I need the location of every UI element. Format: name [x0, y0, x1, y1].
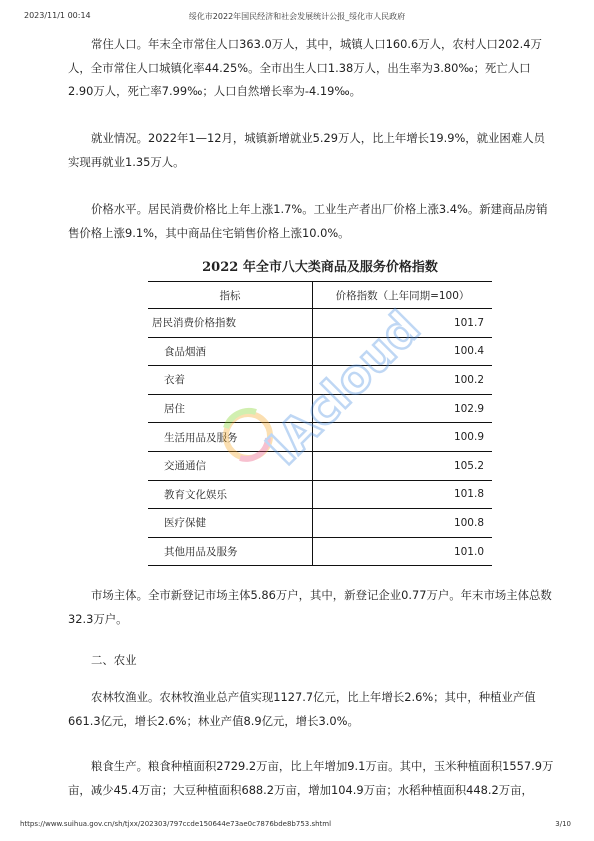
row-value: 100.4 [313, 337, 493, 366]
paragraph-agriculture [68, 686, 554, 733]
watermark-text: IAcloud [255, 300, 431, 476]
table-row [148, 309, 492, 338]
row-name: 医疗保健 [148, 509, 313, 538]
row-name: 居民消费价格指数 [148, 309, 313, 338]
table-row [148, 394, 492, 423]
paragraph-market [68, 584, 554, 631]
paragraph-employment [68, 127, 554, 174]
section-heading-text: 二、农业 [91, 653, 137, 667]
column-header-indicator: 指标 [148, 282, 313, 309]
print-datetime: 2023/11/1 00:14 [24, 11, 91, 20]
paragraph-grain [68, 755, 554, 802]
row-value: 105.2 [313, 451, 493, 480]
table-row [148, 423, 492, 452]
row-name: 居住 [148, 394, 313, 423]
row-name: 其他用品及服务 [148, 537, 313, 566]
table-row [148, 537, 492, 566]
print-footer [0, 820, 594, 832]
paragraph-population-text: 常住人口。年末全市常住人口363.0万人，其中，城镇人口160.6万人，农村人口202.4万人，全市常住人口城镇化率44.25%。全市出生人口1.38万人，出生率为3.80‰；死亡人口2.90万人，死亡率7.99‰；人口自然增长率为-4.19‰。 [68, 37, 542, 98]
table-row [148, 451, 492, 480]
row-name: 衣着 [148, 366, 313, 395]
row-value: 101.8 [313, 480, 493, 509]
paragraph-prices [68, 198, 554, 245]
row-value: 101.7 [313, 309, 493, 338]
row-value: 101.0 [313, 537, 493, 566]
paragraph-grain-text: 粮食生产。粮食种植面积2729.2万亩，比上年增加9.1万亩。其中，玉米种植面积1557.9万亩，减少45.4万亩；大豆种植面积688.2万亩，增加104.9万亩；水稻种植面积448.2万亩， [68, 759, 554, 797]
table-title: 2022 年全市八大类商品及服务价格指数 [202, 260, 438, 275]
page-number: 3/10 [555, 820, 571, 828]
table-row [148, 480, 492, 509]
paragraph-prices-text: 价格水平。居民消费价格比上年上涨1.7%。工业生产者出厂价格上涨3.4%。新建商品房销售价格上涨9.1%，其中商品住宅销售价格上涨10.0%。 [68, 202, 548, 240]
table-row [148, 509, 492, 538]
price-index-table [148, 281, 492, 566]
row-value: 100.8 [313, 509, 493, 538]
table-row [148, 337, 492, 366]
row-value: 102.9 [313, 394, 493, 423]
page-url: https://www.suihua.gov.cn/sh/tjxx/202303/797ccde150644e73ae0c7876bde8b753.shtml [20, 820, 332, 828]
page-title: 绥化市2022年国民经济和社会发展统计公报_绥化市人民政府 [188, 12, 406, 21]
row-value: 100.2 [313, 366, 493, 395]
row-name: 生活用品及服务 [148, 423, 313, 452]
paragraph-market-text: 市场主体。全市新登记市场主体5.86万户，其中，新登记企业0.77万户。年末市场主体总数32.3万户。 [68, 588, 552, 626]
row-name: 教育文化娱乐 [148, 480, 313, 509]
table-header-row [148, 282, 492, 309]
column-header-value: 价格指数（上年同期=100） [313, 282, 493, 309]
paragraph-employment-text: 就业情况。2022年1—12月，城镇新增就业5.29万人，比上年增长19.9%，就业困难人员实现再就业1.35万人。 [68, 131, 545, 169]
row-name: 交通通信 [148, 451, 313, 480]
row-value: 100.9 [313, 423, 493, 452]
paragraph-population [68, 33, 554, 104]
section-heading-agriculture [68, 649, 554, 673]
table-row [148, 366, 492, 395]
paragraph-agriculture-text: 农林牧渔业。农林牧渔业总产值实现1127.7亿元，比上年增长2.6%；其中，种植业产值661.3亿元，增长2.6%；林业产值8.9亿元，增长3.0%。 [68, 690, 536, 728]
row-name: 食品烟酒 [148, 337, 313, 366]
print-header [0, 11, 594, 25]
